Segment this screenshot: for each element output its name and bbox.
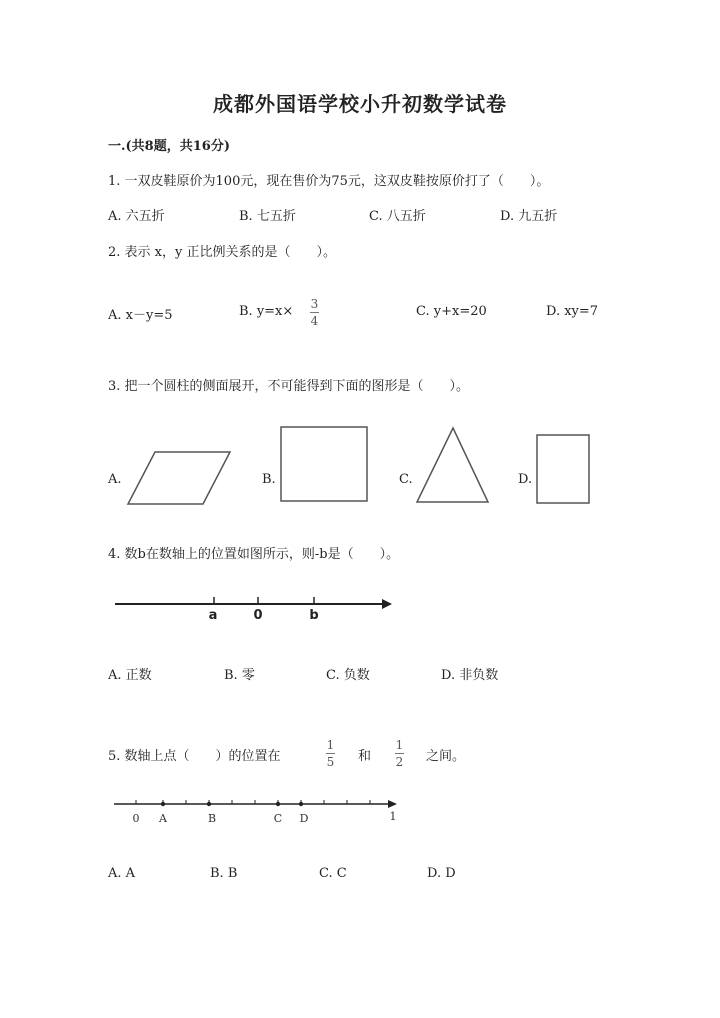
label-b: B [207,812,217,825]
q2-option-d[interactable]: D. xy=7 [546,304,599,319]
parallelogram-shape[interactable] [125,450,235,506]
q3-label-d[interactable]: D. [518,472,533,487]
q4-option-b[interactable]: B. 零 [224,668,255,683]
fraction-bar [326,753,335,754]
fraction-numerator: 3 [310,297,319,311]
q4-option-d[interactable]: D. 非负数 [441,668,499,683]
label-a: A [159,812,167,825]
q3-label-b[interactable]: B. [262,472,276,487]
point-c [276,802,280,806]
point-a [161,802,165,806]
tall-rectangle-shape[interactable] [535,433,591,505]
rectangle-shape[interactable] [278,424,370,504]
label-c: C [273,812,283,825]
number-line-q4 [112,594,397,624]
arrow-head [388,800,397,808]
page-title: 成都外国语学校小升初数学试卷 [213,92,507,116]
q2-option-c[interactable]: C. y+x=20 [416,304,487,319]
fraction-numerator: 1 [395,738,404,752]
q2-fraction-three-quarters [310,297,319,328]
fraction-denominator: 2 [395,755,404,769]
q5-option-a[interactable]: A. A [108,866,136,881]
q5-option-d[interactable]: D. D [427,866,456,881]
q1-option-d[interactable]: D. 九五折 [500,209,558,224]
q5-fraction-one-half [395,738,404,769]
q3-label-a[interactable]: A. [108,472,122,487]
label-b: b [309,608,319,623]
q1-option-c[interactable]: C. 八五折 [369,209,426,224]
fraction-denominator: 5 [326,755,335,769]
label-0: 0 [132,812,140,825]
label-1: 1 [389,810,397,823]
q4-option-c[interactable]: C. 负数 [326,668,370,683]
q3-label-c[interactable]: C. [399,472,413,487]
question-3-text: 3. 把一个圆柱的侧面展开，不可能得到下面的图形是（ ）。 [108,379,470,394]
triangle-shape[interactable] [414,425,492,505]
q4-option-a[interactable]: A. 正数 [108,668,152,683]
question-5-text-and: 和 [358,749,372,764]
point-b [207,802,211,806]
question-2-text: 2. 表示 x，y 正比例关系的是（ ）。 [108,245,336,260]
q1-option-b[interactable]: B. 七五折 [239,209,296,224]
point-d [299,802,303,806]
fraction-bar [310,312,319,313]
section-heading: 一.(共8题，共16分) [108,139,230,154]
question-5-text-after: 之间。 [426,749,466,764]
q2-option-b[interactable]: B. y=x× [239,304,294,319]
question-1-text: 1. 一双皮鞋原价为100元，现在售价为75元，这双皮鞋按原价打了（ ）。 [108,174,550,189]
q5-fraction-one-fifth [326,738,335,769]
arrow-head [382,599,392,609]
fraction-denominator: 4 [310,314,319,328]
q5-option-c[interactable]: C. C [319,866,347,881]
q5-option-b[interactable]: B. B [210,866,238,881]
number-line-q5 [112,796,407,828]
label-a: a [208,608,218,623]
question-5-text-before: 5. 数轴上点（ ）的位置在 [108,749,281,764]
label-0: 0 [253,608,263,623]
fraction-bar [395,753,404,754]
label-d: D [299,812,309,825]
q1-option-a[interactable]: A. 六五折 [108,209,165,224]
q2-option-a[interactable]: A. x－y=5 [108,308,173,323]
question-4-text: 4. 数b在数轴上的位置如图所示，则-b是（ ）。 [108,547,400,562]
fraction-numerator: 1 [326,738,335,752]
